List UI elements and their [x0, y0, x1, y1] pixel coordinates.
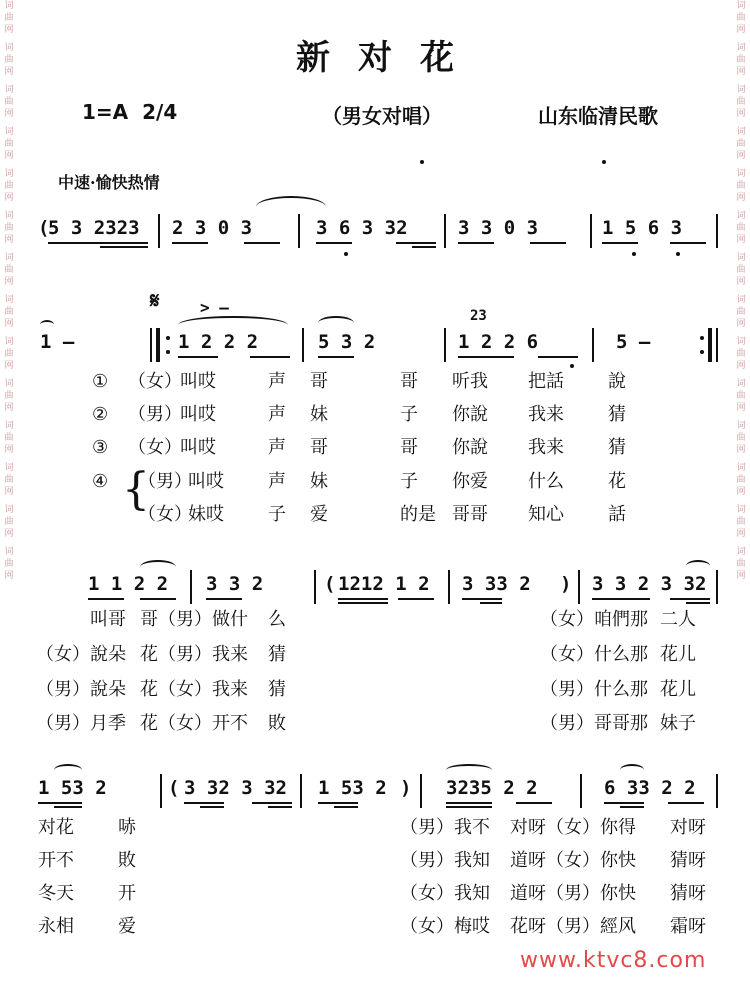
side-watermark-char: 曲	[4, 13, 14, 23]
side-watermark-char: 词	[736, 505, 746, 515]
side-watermark-char: 网	[736, 235, 746, 245]
side-watermark-char: 曲	[4, 139, 14, 149]
side-watermark-char: 词	[4, 505, 14, 515]
side-watermark-char: 网	[4, 277, 14, 287]
side-watermark-char: 网	[736, 571, 746, 581]
side-watermark-char: 网	[736, 445, 746, 455]
lyric-text: （男）月季	[36, 713, 126, 734]
lyric-word: 知心	[528, 504, 564, 525]
paren: )	[400, 777, 412, 799]
side-watermark-char: 词	[736, 169, 746, 179]
side-watermark-char: 网	[4, 529, 14, 539]
side-watermark-char: 网	[736, 193, 746, 203]
lyric-text: 道呀（男）你快	[510, 883, 636, 904]
side-watermark-char: 曲	[736, 307, 746, 317]
lyric-word: 听我	[452, 371, 488, 392]
barline	[716, 328, 718, 362]
paren: )	[560, 573, 572, 595]
tempo-marking: 中速·愉快热情	[58, 173, 160, 192]
side-watermark-char: 曲	[736, 97, 746, 107]
lyric-word: 把話	[528, 371, 564, 392]
side-watermark-char: 曲	[4, 391, 14, 401]
lyric-word: 叫哎	[188, 471, 224, 492]
side-watermark-char: 曲	[736, 181, 746, 191]
side-watermark-char: 词	[4, 127, 14, 137]
measure: 1 2 2 6	[458, 331, 539, 353]
barline	[444, 328, 446, 362]
side-watermark-char: 网	[4, 571, 14, 581]
side-watermark-char: 曲	[736, 349, 746, 359]
barline	[578, 570, 580, 604]
lyric-text: （女）咱們那	[540, 609, 648, 630]
side-watermark-char: 网	[4, 109, 14, 119]
repeat-end	[708, 328, 712, 362]
performance-note: （男女对唱）	[322, 104, 442, 128]
side-watermark-char: 词	[4, 253, 14, 263]
lyric-text: 哥（男）做什	[140, 609, 248, 630]
lyric-word: 叫哎	[180, 404, 216, 425]
measure: 1 53 2	[38, 777, 107, 799]
barline	[158, 214, 160, 248]
side-watermark-char: 词	[736, 253, 746, 263]
side-watermark-char: 词	[4, 211, 14, 221]
lyric-text: 花儿	[660, 679, 696, 700]
side-watermark-char: 网	[736, 403, 746, 413]
side-watermark-char: 网	[4, 487, 14, 497]
lyric-text: 猜呀	[670, 850, 706, 871]
side-watermark-char: 词	[736, 295, 746, 305]
measure: 5 3 2	[318, 331, 376, 353]
staff-line-2	[0, 289, 750, 366]
lyric-text: 二人	[660, 609, 696, 630]
lyric-word: 哥	[400, 437, 418, 458]
measure: 2 3 0 3	[172, 217, 253, 239]
lyric-word: 的是	[400, 504, 436, 525]
side-watermark-char: 网	[736, 151, 746, 161]
lyric-word: 你爱	[452, 471, 488, 492]
measure: 3 32 3 32	[184, 777, 287, 799]
side-watermark-char: 曲	[4, 265, 14, 275]
staff-line-4	[0, 772, 750, 812]
measure: 1 1 2 2	[88, 573, 169, 595]
side-watermark-char: 曲	[736, 55, 746, 65]
lyric-word: 叫哎	[180, 371, 216, 392]
side-watermark-char: 曲	[736, 391, 746, 401]
side-watermark-char: 词	[4, 379, 14, 389]
lyric-word: 声	[268, 471, 286, 492]
side-watermark-char: 曲	[4, 307, 14, 317]
side-watermark-char: 网	[4, 25, 14, 35]
barline	[716, 774, 718, 808]
lyric-word: 叫哎	[180, 437, 216, 458]
barline	[448, 570, 450, 604]
side-watermark-char: 词	[736, 211, 746, 221]
barline	[314, 570, 316, 604]
measure: 5 —	[616, 331, 651, 353]
lyric-text: 霜呀	[670, 916, 706, 937]
lyric-word: 爱	[310, 504, 328, 525]
side-watermark-char: 词	[736, 85, 746, 95]
lyric-word: 子	[400, 404, 418, 425]
lyric-text: 道呀（女）你快	[510, 850, 636, 871]
lyric-word: 說	[608, 371, 626, 392]
lyric-text: 开不	[38, 850, 74, 871]
singer-label: （女）	[138, 504, 192, 525]
brace-left: {	[122, 464, 150, 515]
side-watermark-char: 网	[4, 193, 14, 203]
side-watermark-char: 词	[736, 463, 746, 473]
side-watermark-char: 词	[4, 547, 14, 557]
lyric-text: 开	[118, 883, 136, 904]
barline	[716, 214, 718, 248]
lyric-word: 子	[268, 504, 286, 525]
staff-line-3	[0, 568, 750, 608]
side-watermark-char: 词	[736, 337, 746, 347]
side-watermark-char: 网	[736, 361, 746, 371]
lyric-word: 妹	[310, 404, 328, 425]
measure: 3 33 2	[462, 573, 531, 595]
lyric-word: 妹	[310, 471, 328, 492]
time-signature: 2/4	[142, 100, 178, 124]
lyric-text: 叫哥	[90, 609, 126, 630]
key-signature	[82, 100, 177, 124]
measure: 3 6 3 32	[316, 217, 408, 239]
side-watermark-char: 词	[4, 169, 14, 179]
lyric-word: 声	[268, 404, 286, 425]
key-text: 1=A	[82, 100, 129, 124]
lyric-text: （女）我知	[400, 883, 490, 904]
lyric-text: 哧	[118, 817, 136, 838]
lyric-text: 对呀（女）你得	[510, 817, 636, 838]
side-watermark-char: 曲	[4, 223, 14, 233]
side-watermark-char: 词	[736, 127, 746, 137]
side-watermark-char: 网	[4, 235, 14, 245]
measure: 3 3 0 3	[458, 217, 539, 239]
barline	[716, 570, 718, 604]
side-watermark-char: 网	[4, 319, 14, 329]
lyric-text: （女）說朵	[36, 644, 126, 665]
lyric-word: 哥哥	[452, 504, 488, 525]
verse-number: ①	[92, 371, 109, 392]
lyric-text: （男）什么那	[540, 679, 648, 700]
measure: 5 3 2323	[48, 217, 140, 239]
measure: 1212 1 2	[338, 573, 430, 595]
side-watermark-char: 曲	[4, 517, 14, 527]
side-watermark-char: 词	[4, 337, 14, 347]
lyric-text: 猜呀	[670, 883, 706, 904]
side-watermark-char: 词	[4, 1, 14, 11]
song-title: 新对花	[296, 38, 482, 78]
side-watermark-char: 词	[736, 379, 746, 389]
lyric-text: 花呀（男）經风	[510, 916, 636, 937]
staff-line-1	[0, 212, 750, 252]
side-watermark-char: 词	[4, 421, 14, 431]
segno-icon: 𝄋	[150, 289, 160, 314]
side-watermark-char: 网	[4, 445, 14, 455]
barline	[150, 328, 152, 362]
barline	[160, 774, 162, 808]
repeat-start	[156, 328, 160, 362]
lyric-text: （男）哥哥那	[540, 713, 648, 734]
measure: 1 2 2 2	[178, 331, 259, 353]
side-watermark-char: 曲	[4, 55, 14, 65]
lyric-word: 声	[268, 371, 286, 392]
lyric-text: 妹子	[660, 713, 696, 734]
side-watermark-char: 词	[4, 463, 14, 473]
side-watermark-char: 网	[736, 109, 746, 119]
side-watermark-char: 网	[736, 67, 746, 77]
lyric-word: 哥	[310, 371, 328, 392]
lyric-text: 花（女）开不	[140, 713, 248, 734]
side-watermark-char: 网	[736, 25, 746, 35]
lyric-word: 你說	[452, 404, 488, 425]
paren: (	[324, 573, 336, 595]
lyric-text: 爱	[118, 916, 136, 937]
barline	[190, 570, 192, 604]
side-watermark-char: 曲	[736, 13, 746, 23]
measure: 3 3 2	[206, 573, 264, 595]
lyric-text: 么	[268, 609, 286, 630]
singer-label: （男）	[138, 471, 192, 492]
song-origin: 山东临清民歌	[538, 104, 658, 128]
barline	[444, 214, 446, 248]
paren: (	[168, 777, 180, 799]
lyric-text: （男）我知	[400, 850, 490, 871]
measure: 6 33 2 2	[604, 777, 696, 799]
side-watermark-char: 网	[4, 151, 14, 161]
side-watermark-char: 词	[736, 43, 746, 53]
side-watermark-char: 曲	[4, 433, 14, 443]
lyric-text: （男）說朵	[36, 679, 126, 700]
open-paren: (	[38, 217, 50, 239]
measure: 3235 2 2	[446, 777, 538, 799]
measure: 1 5 6 3	[602, 217, 683, 239]
lyric-text: （女）什么那	[540, 644, 648, 665]
side-watermark-char: 曲	[736, 475, 746, 485]
side-watermark-char: 曲	[736, 139, 746, 149]
singer-label: （男）	[128, 404, 182, 425]
measure: 1 53 2	[318, 777, 387, 799]
side-watermark-char: 曲	[736, 265, 746, 275]
lyric-word: 哥	[310, 437, 328, 458]
lyric-word: 子	[400, 471, 418, 492]
side-watermark-left	[2, 0, 16, 588]
lyric-word: 我来	[528, 437, 564, 458]
side-watermark-char: 曲	[736, 517, 746, 527]
lyric-word: 話	[608, 504, 626, 525]
lyric-word: 你說	[452, 437, 488, 458]
barline	[420, 774, 422, 808]
verse-number: ④	[92, 471, 109, 492]
lyric-word: 声	[268, 437, 286, 458]
lyric-text: 敗	[118, 850, 136, 871]
singer-label: （女）	[128, 371, 182, 392]
lyric-word: 我来	[528, 404, 564, 425]
measure: 3 3 2 3 32	[592, 573, 707, 595]
lyric-word: 妹哎	[188, 504, 224, 525]
measure: 1 —	[40, 331, 75, 353]
accent-mark: > —	[200, 298, 229, 317]
lyric-text: 花（女）我来	[140, 679, 248, 700]
side-watermark-char: 曲	[736, 559, 746, 569]
lyric-text: 猜	[268, 644, 286, 665]
side-watermark-char: 网	[736, 529, 746, 539]
side-watermark-char: 网	[4, 67, 14, 77]
lyric-text: 猜	[268, 679, 286, 700]
barline	[300, 774, 302, 808]
side-watermark-char: 词	[4, 295, 14, 305]
side-watermark-char: 曲	[4, 475, 14, 485]
side-watermark-char: 网	[736, 319, 746, 329]
side-watermark-right	[734, 0, 748, 588]
side-watermark-char: 曲	[4, 559, 14, 569]
side-watermark-char: 曲	[736, 433, 746, 443]
side-watermark-char: 词	[736, 1, 746, 11]
lyric-text: 冬天	[38, 883, 74, 904]
side-watermark-char: 词	[4, 85, 14, 95]
side-watermark-char: 曲	[4, 97, 14, 107]
side-watermark-char: 词	[736, 421, 746, 431]
lyric-text: 对呀	[670, 817, 706, 838]
side-watermark-char: 词	[4, 43, 14, 53]
side-watermark-char: 网	[4, 361, 14, 371]
side-watermark-char: 网	[736, 277, 746, 287]
grace-notes: 23	[470, 308, 487, 324]
side-watermark-char: 曲	[4, 349, 14, 359]
lyric-word: 哥	[400, 371, 418, 392]
singer-label: （女）	[128, 437, 182, 458]
side-watermark-char: 词	[736, 547, 746, 557]
lyric-word: 猜	[608, 437, 626, 458]
lyric-text: 敗	[268, 713, 286, 734]
barline	[580, 774, 582, 808]
lyric-text: 对花	[38, 817, 74, 838]
barline	[302, 328, 304, 362]
side-watermark-char: 网	[736, 487, 746, 497]
side-watermark-char: 曲	[736, 223, 746, 233]
lyric-text: 花儿	[660, 644, 696, 665]
lyric-word: 猜	[608, 404, 626, 425]
lyric-text: 花（男）我来	[140, 644, 248, 665]
lyric-text: （女）梅哎	[400, 916, 490, 937]
lyric-word: 花	[608, 471, 626, 492]
lyric-word: 什么	[528, 471, 564, 492]
site-watermark: www.ktvc8.com	[520, 948, 707, 973]
barline	[298, 214, 300, 248]
barline	[592, 328, 594, 362]
side-watermark-char: 曲	[4, 181, 14, 191]
lyric-text: 永相	[38, 916, 74, 937]
verse-number: ③	[92, 437, 109, 458]
side-watermark-char: 网	[4, 403, 14, 413]
lyric-text: （男）我不	[400, 817, 490, 838]
verse-number: ②	[92, 404, 109, 425]
barline	[590, 214, 592, 248]
